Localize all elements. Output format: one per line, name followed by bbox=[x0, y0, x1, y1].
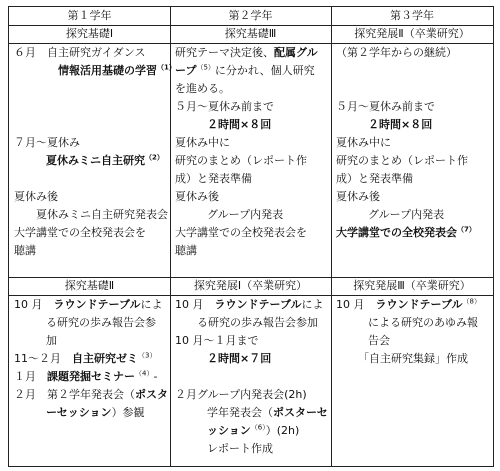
text-line bbox=[14, 296, 165, 314]
text-line: ５月～夏休み前まで bbox=[175, 100, 274, 113]
header-grade-1: 第１学年 bbox=[67, 9, 112, 22]
highlight-text: ポスターセ bbox=[273, 406, 328, 419]
text-line: ２時間×８回 bbox=[368, 118, 433, 131]
course-kiso-1: 探究基礎Ⅰ bbox=[65, 27, 114, 40]
spacer bbox=[14, 116, 165, 134]
text-line: 研究のまとめ（レポート作 bbox=[336, 154, 468, 167]
highlight-text: ラウンドテーブル bbox=[53, 298, 141, 311]
text-line: を進める。 bbox=[175, 82, 230, 95]
text-span: ）参観 bbox=[111, 406, 145, 419]
highlight-text: 大学講堂での全校発表会 bbox=[336, 226, 457, 239]
text-line bbox=[175, 404, 326, 422]
text-line bbox=[14, 404, 165, 422]
highlight-text: 自主研究ゼミ bbox=[72, 352, 138, 365]
text-line: ７月～夏休み bbox=[14, 136, 80, 149]
text-line: 10 月～１月まで bbox=[175, 334, 259, 347]
footnote-ref: （4） bbox=[135, 369, 154, 378]
spacer bbox=[14, 98, 165, 116]
header-grade-3: 第３学年 bbox=[390, 9, 434, 22]
highlight-text: 夏休みミニ自主研究 bbox=[46, 154, 145, 167]
spacer bbox=[14, 170, 165, 188]
text-line: による研究のあゆみ報 bbox=[368, 316, 478, 329]
text-line bbox=[336, 224, 488, 242]
spacer bbox=[14, 80, 165, 98]
text-line bbox=[175, 44, 326, 62]
text-line: 加 bbox=[46, 334, 57, 347]
text-line: 「自主研究集録」作成 bbox=[358, 352, 468, 365]
text-span: 研究テーマ決定後、 bbox=[175, 46, 274, 59]
text-span: ２月 第２学年発表会（ bbox=[14, 388, 135, 401]
text-line: ５月～夏休み前まで bbox=[336, 100, 435, 113]
text-span: １月 bbox=[14, 370, 47, 383]
grade3-autumn-content bbox=[331, 296, 493, 368]
text-line bbox=[14, 62, 176, 80]
text-line bbox=[175, 422, 326, 440]
text-line: グループ内発表 bbox=[207, 208, 284, 221]
text-line: グループ内発表 bbox=[368, 208, 445, 221]
spacer bbox=[336, 80, 488, 98]
text-span: ）(2h) bbox=[265, 424, 300, 437]
text-span: - bbox=[153, 370, 158, 383]
text-line: 研究のまとめ（レポート作 bbox=[175, 154, 307, 167]
course-kiso-2: 探究基礎Ⅱ bbox=[64, 279, 115, 292]
text-span: 10 月 bbox=[14, 298, 54, 311]
highlight-text: 情報活用基礎の学習 bbox=[58, 64, 157, 77]
grade2-autumn-content bbox=[170, 296, 331, 458]
course-hatten-2: 探究発展Ⅱ（卒業研究） bbox=[354, 27, 470, 40]
text-span: 学年発表会（ bbox=[207, 406, 273, 419]
highlight-text: ープ bbox=[175, 64, 197, 77]
text-line bbox=[175, 296, 326, 314]
highlight-text: ッション bbox=[207, 424, 251, 437]
text-line: 成）と発表準備 bbox=[175, 172, 252, 185]
highlight-text: ポスタ bbox=[135, 388, 168, 401]
footnote-ref: （2） bbox=[145, 153, 164, 162]
curriculum-table bbox=[8, 6, 494, 467]
spacer bbox=[175, 368, 326, 386]
grade1-autumn-content bbox=[9, 296, 170, 422]
text-line: 大学講堂での全校発表会を bbox=[175, 226, 307, 239]
text-line: ２月グループ内発表会(2h) bbox=[175, 388, 307, 401]
text-line bbox=[14, 386, 168, 404]
text-line: 告会 bbox=[368, 334, 390, 347]
course-kiso-3: 探究基礎Ⅲ bbox=[224, 27, 277, 40]
text-line: 夏休み後 bbox=[336, 190, 380, 203]
header-grade-2: 第２学年 bbox=[228, 9, 273, 22]
text-line: 夏休み後 bbox=[14, 190, 58, 203]
grade3-spring-content bbox=[331, 44, 493, 242]
text-line: 夏休みミニ自主研究発表会 bbox=[36, 208, 168, 221]
text-line: 成）と発表準備 bbox=[336, 172, 413, 185]
course-hatten-1: 探究発展Ⅰ（卒業研究） bbox=[193, 279, 308, 292]
text-line: る研究の歩み報告会参加 bbox=[197, 316, 318, 329]
text-line: 大学講堂での全校発表会を bbox=[14, 226, 146, 239]
grade1-spring-content bbox=[9, 44, 176, 260]
text-span: に分かれ、個人研究 bbox=[214, 64, 315, 77]
text-line bbox=[175, 62, 326, 80]
course-hatten-3: 探究発展Ⅲ（卒業研究） bbox=[353, 279, 471, 292]
footnote-ref: （3） bbox=[138, 351, 157, 360]
highlight-text: 配属グル bbox=[274, 46, 318, 59]
text-line: 夏休み中に bbox=[175, 136, 230, 149]
spacer bbox=[336, 62, 488, 80]
text-span: 10 月 bbox=[175, 298, 215, 311]
text-line: 聴講 bbox=[14, 244, 36, 257]
text-line: 夏休み後 bbox=[175, 190, 219, 203]
highlight-text: 課題発掘セミナー bbox=[47, 370, 135, 383]
footnote-ref: （5） bbox=[196, 63, 215, 72]
text-line bbox=[336, 296, 488, 314]
text-line: ２時間×８回 bbox=[207, 118, 272, 131]
text-span: によ bbox=[140, 298, 163, 311]
text-line: 夏休み中に bbox=[336, 136, 391, 149]
text-line: る研究の歩み報告会参 bbox=[46, 316, 156, 329]
highlight-text: ラウンドテーブル bbox=[214, 298, 302, 311]
text-line: ２時間×７回 bbox=[207, 352, 272, 365]
highlight-text: ーセッション bbox=[46, 406, 112, 419]
footnote-ref: （6） bbox=[250, 423, 266, 432]
text-line bbox=[14, 350, 165, 368]
text-line bbox=[14, 152, 165, 170]
footnote-ref: （8） bbox=[462, 297, 481, 306]
text-line: レポート作成 bbox=[207, 442, 273, 455]
grade2-spring-content bbox=[170, 44, 331, 260]
footnote-ref: （7） bbox=[457, 225, 476, 234]
text-line: （第２学年からの継続） bbox=[336, 46, 457, 59]
footnote-ref: （1） bbox=[157, 63, 176, 72]
text-line: ６月 自主研究ガイダンス bbox=[14, 46, 146, 59]
text-line: 聴講 bbox=[175, 244, 197, 257]
text-span: によ bbox=[301, 298, 324, 311]
text-span: 10 月 bbox=[336, 298, 376, 311]
highlight-text: ラウンドテーブル bbox=[375, 298, 463, 311]
text-line bbox=[14, 368, 165, 386]
text-span: 11～２月 bbox=[14, 352, 72, 365]
